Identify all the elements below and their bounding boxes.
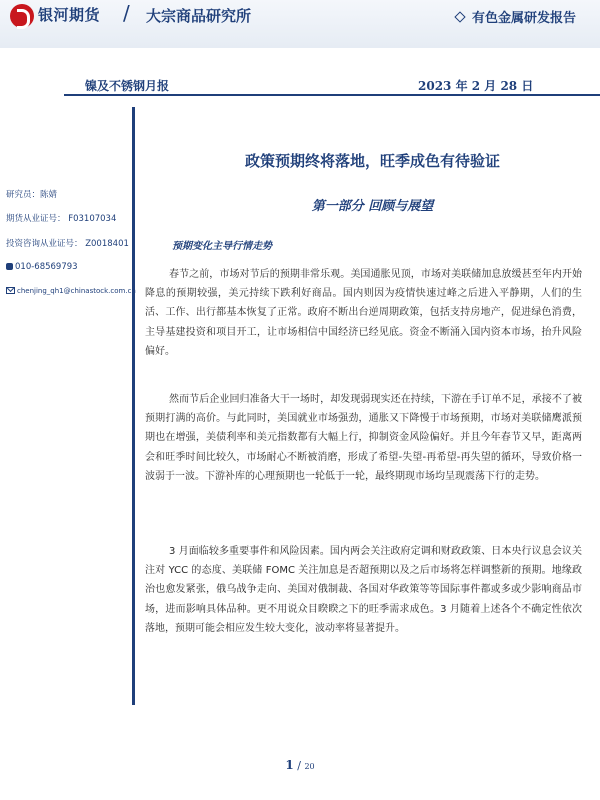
advisory-license: 投资咨询从业证号： Z0018401: [6, 239, 129, 249]
page-total: 20: [304, 762, 315, 771]
section-title: 预期变化主导行情走势: [172, 241, 272, 252]
report-date: 2023 年 2 月 28 日: [418, 79, 534, 93]
brand-separator: /: [123, 1, 130, 25]
sidebar-divider: [132, 107, 135, 705]
header-rule: [64, 94, 600, 96]
phone-number: 010-68569793: [15, 262, 78, 272]
paragraph-3: 3 月面临较多重要事件和风险因素。国内两会关注政府定调和财政政策、日本央行议息会议关注对 YCC 的态度、美联储 FOMC 关注加息是否超预期以及之后市场将怎样调整新的预期。地缘政治也愈发紧张，俄乌战争走向、美国对俄制裁、各国对华政策等等国际事件都或多或少影响商品市场，进而影响具体品种。更不用说众目睽睽之下的旺季需求成色。3 月随着上述各个不确定性依次落地，预期可能会相应发生较大变化，波动率将显著提升。: [145, 546, 582, 634]
diamond-icon: [454, 11, 465, 22]
part-title: 第一部分 回顾与展望: [311, 199, 434, 214]
report-type-label: 有色金属研发报告: [471, 11, 576, 26]
phone-icon: [6, 263, 13, 270]
institute-name: 大宗商品研究所: [146, 7, 252, 25]
paragraph-2: 然而节后企业回归准备大干一场时，却发现弱现实还在持续，下游在手订单不足，承接不了被预期打满的高价。与此同时，美国就业市场强劲，通胀又下降慢于市场预期，市场对美联储鹰派预期也在增强，美债利率和美元指数都有大幅上行，抑制资金风险偏好。并且今年春节又早，距离两会和旺季时间比较久，市场耐心不断被消磨，形成了希望-失望-再希望-再失望的循环，导致价格一波弱于一波。下游补库的心理预期也一轮低于一轮，最终期现市场均呈现震荡下行的走势。: [145, 394, 582, 482]
page-separator: /: [293, 759, 305, 772]
email-address[interactable]: chenjing_qh1@chinastock.com.cn: [17, 287, 136, 295]
email-row: [6, 286, 136, 296]
galaxy-logo-icon: [10, 4, 34, 28]
page-number: [0, 758, 600, 772]
paragraph-1: 春节之前，市场对节后的预期非常乐观。美国通胀见顶，市场对美联储加息放缓甚至年内开始降息的预期较强，美元持续下跌利好商品。国内则因为疫情快速过峰之后进入平静期，人们的生活、工作、出行都基本恢复了正常。政府不断出台逆周期政策，包括支持房地产，促进绿色消费，主导基建投资和项目开工，让市场相信中国经济已经见底。资金不断涌入国内资本市场，抬升风险偏好。: [145, 269, 582, 357]
page-current: 1: [285, 758, 294, 772]
brand-name: 银河期货: [38, 6, 101, 24]
report-name: 镍及不锈钢月报: [85, 79, 170, 93]
researcher-name: 研究员：陈婧: [6, 190, 58, 200]
phone-row: [6, 262, 78, 272]
page-title: 政策预期终将落地，旺季成色有待验证: [244, 152, 500, 170]
mail-icon: [6, 287, 15, 294]
futures-license: 期货从业证号： F03107034: [6, 214, 117, 224]
report-type: [456, 7, 576, 26]
